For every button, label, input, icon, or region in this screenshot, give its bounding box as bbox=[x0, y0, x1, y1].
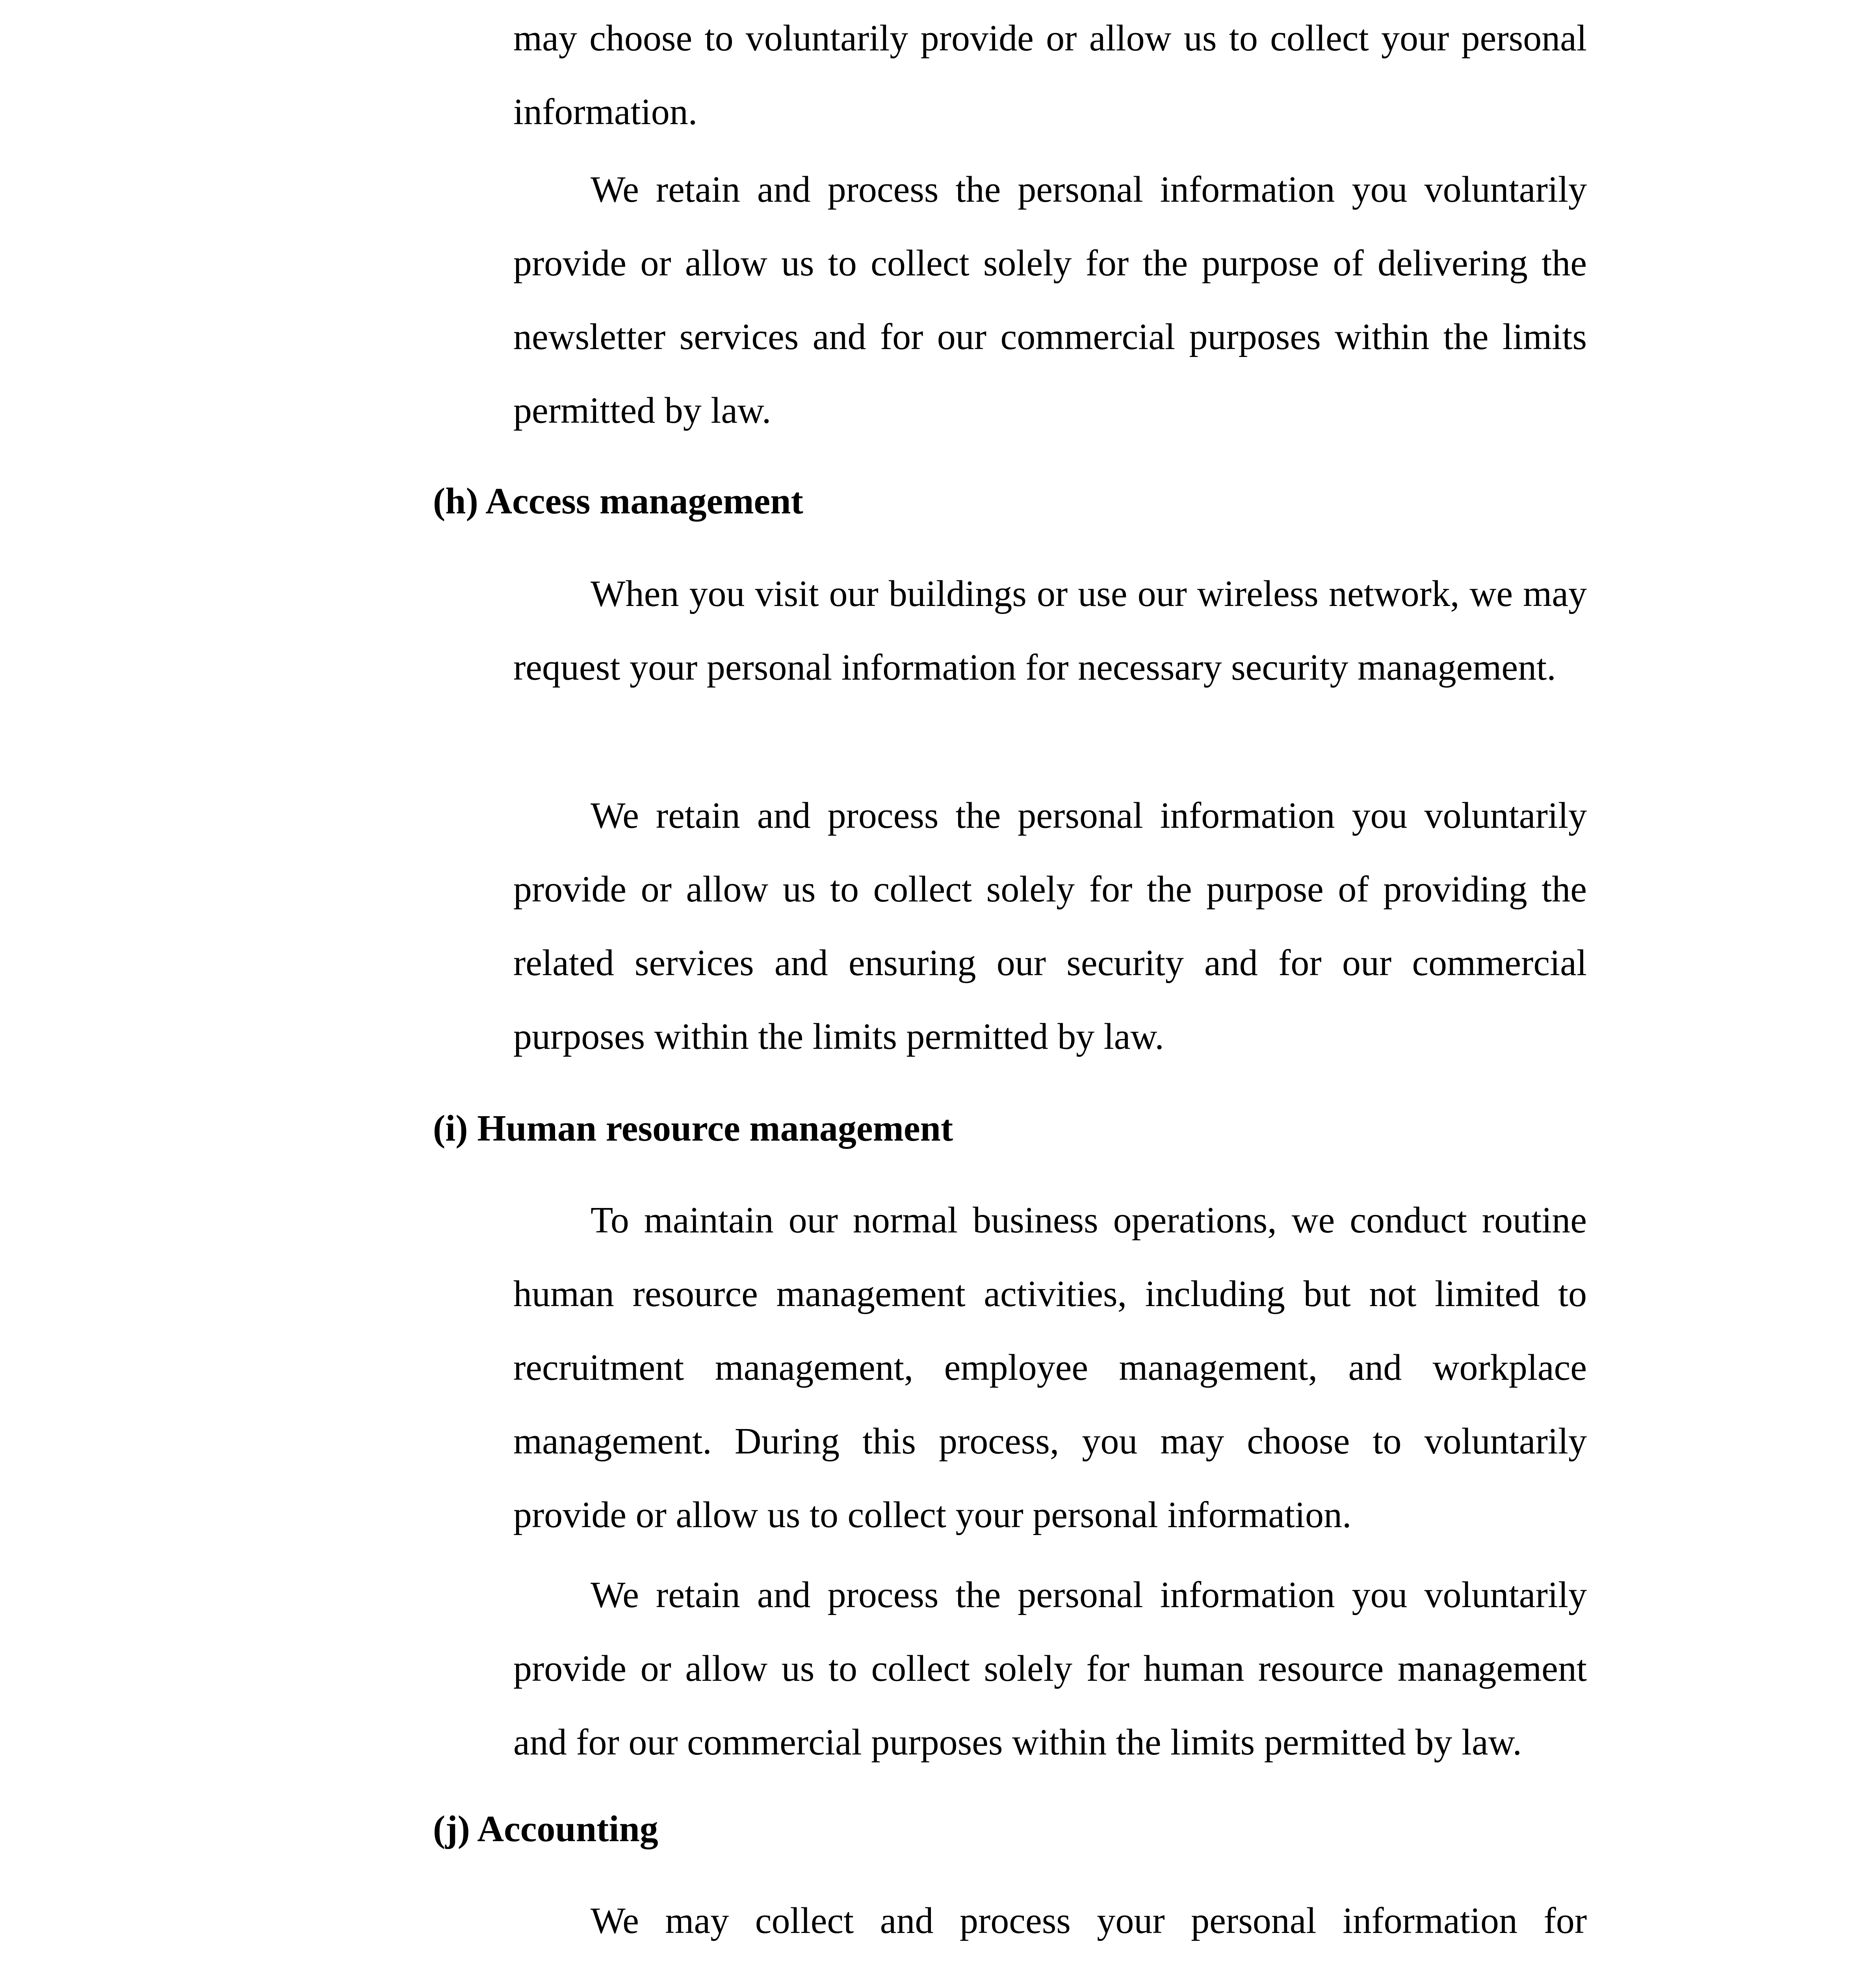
section-heading-h: (h) Access management bbox=[433, 481, 803, 522]
paragraph-i-1: To maintain our normal business operations, we conduct routine human resource management activities, including but not limited to recruitment management, employee management, and workplace management. During this process, you may choose to voluntarily provide or allow us to collect your personal information. bbox=[513, 1200, 1587, 1535]
paragraph-h-1: When you visit our buildings or use our wireless network, we may request your personal information for necessary security management. bbox=[513, 573, 1587, 688]
paragraph-j-1: We may collect and process your personal information for bbox=[591, 1900, 1587, 1941]
section-heading-i: (i) Human resource management bbox=[433, 1108, 953, 1149]
section-heading-j: (j) Accounting bbox=[433, 1808, 658, 1849]
paragraph-g-continued-1: may choose to voluntarily provide or allow us to collect your personal information. bbox=[513, 18, 1587, 132]
paragraph-g-retain: We retain and process the personal information you voluntarily provide or allow us to collect solely for the purpose of delivering the newsletter services and for our commercial purposes within the limits permitted by law. bbox=[513, 169, 1587, 431]
paragraph-i-2: We retain and process the personal information you voluntarily provide or allow us to collect solely for human resource management and for our commercial purposes within the limits permitted by law. bbox=[513, 1574, 1587, 1763]
paragraph-h-2: We retain and process the personal information you voluntarily provide or allow us to collect solely for the purpose of providing the related services and ensuring our security and for our commercial purposes within the limits permitted by law. bbox=[513, 795, 1587, 1057]
